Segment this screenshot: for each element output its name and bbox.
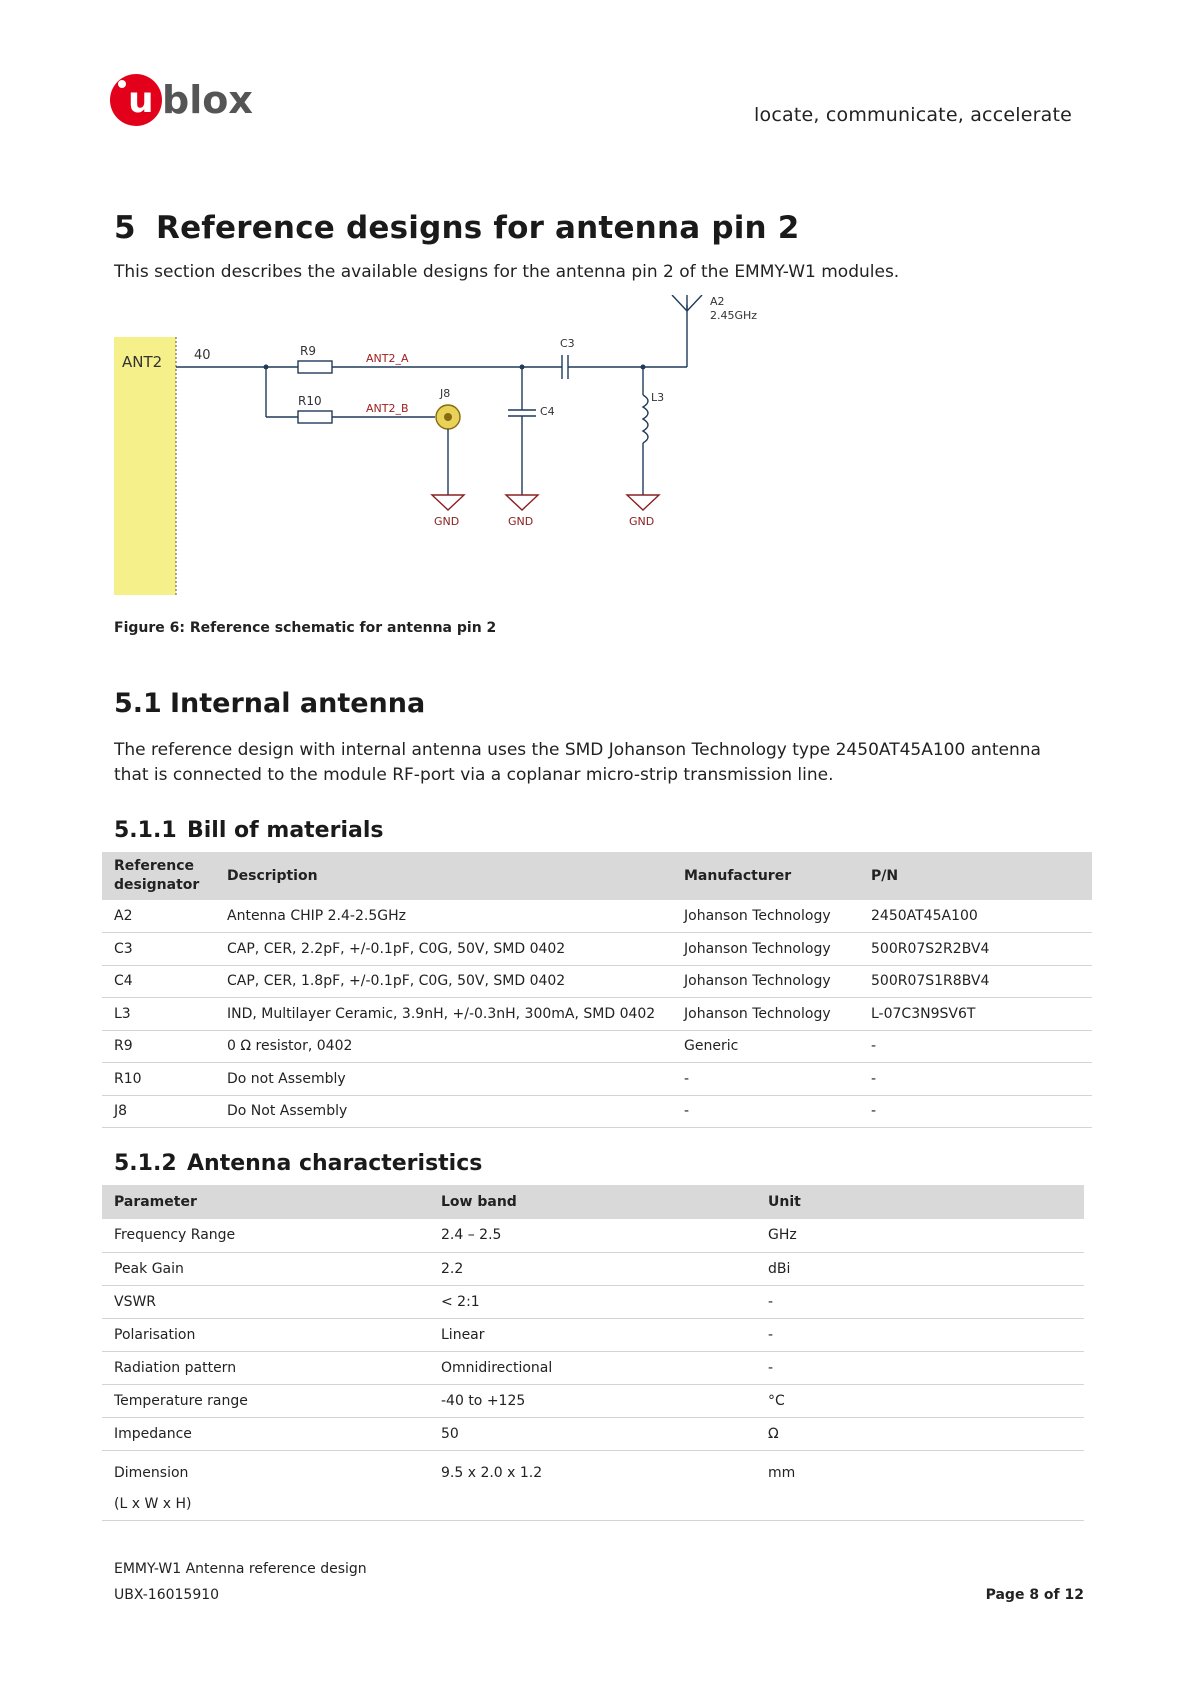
table-cell: -40 to +125	[429, 1384, 756, 1417]
pin-number: 40	[194, 348, 211, 363]
table-cell: GHz	[756, 1219, 1084, 1252]
j8-label: J8	[440, 387, 451, 400]
table-header-row	[102, 852, 1092, 900]
table-cell: 9.5 x 2.0 x 1.2	[429, 1450, 756, 1520]
antenna-char-title: 5.1.2 Antenna characteristics	[114, 1151, 483, 1176]
table-row	[102, 1030, 1092, 1063]
table-cell: R10	[102, 1063, 215, 1096]
reference-schematic	[110, 295, 790, 605]
footer-page-number: Page 8 of 12	[985, 1587, 1084, 1603]
table-header: Parameter	[102, 1185, 429, 1219]
table-row	[102, 1252, 1084, 1285]
table-cell: Do not Assembly	[215, 1063, 672, 1096]
table-row	[102, 965, 1092, 998]
table-row	[102, 1219, 1084, 1252]
table-cell: 50	[429, 1417, 756, 1450]
subsection-text: The reference design with internal antenna uses the SMD Johanson Technology type 2450AT45A100 antenna that is connected to the module RF-port via a coplanar micro-strip transmission line.	[114, 740, 1041, 785]
table-cell: -	[859, 1063, 1092, 1096]
antenna-char-table	[102, 1185, 1084, 1521]
footer-doc-number: UBX-16015910	[114, 1587, 220, 1603]
table-cell: -	[756, 1351, 1084, 1384]
table-cell: C3	[102, 933, 215, 966]
table-header: Low band	[429, 1185, 756, 1219]
table-cell: < 2:1	[429, 1285, 756, 1318]
table-row	[102, 1417, 1084, 1450]
c4-label: C4	[540, 405, 555, 418]
figure-caption: Figure 6: Reference schematic for antenna pin 2	[114, 620, 497, 636]
bom-table	[102, 852, 1092, 1128]
table-row	[102, 900, 1092, 933]
table-cell: Dimension (L x W x H)	[102, 1450, 429, 1520]
table-cell: Peak Gain	[102, 1252, 429, 1285]
net-a-label: ANT2_A	[366, 352, 409, 365]
table-header: Manufacturer	[672, 852, 859, 900]
table-cell: Frequency Range	[102, 1219, 429, 1252]
table-cell: 2.4 – 2.5	[429, 1219, 756, 1252]
table-cell: Radiation pattern	[102, 1351, 429, 1384]
bom-title: 5.1.1 Bill of materials	[114, 818, 384, 843]
footer-doc-title: EMMY-W1 Antenna reference design	[114, 1561, 367, 1577]
gnd-label-1: GND	[434, 515, 460, 528]
table-header-row	[102, 1185, 1084, 1219]
gnd-label-2: GND	[508, 515, 534, 528]
table-cell: VSWR	[102, 1285, 429, 1318]
table-cell: J8	[102, 1095, 215, 1128]
table-cell: mm	[756, 1450, 1084, 1520]
r10-label: R10	[298, 394, 322, 408]
table-cell: 0 Ω resistor, 0402	[215, 1030, 672, 1063]
table-cell: Johanson Technology	[672, 965, 859, 998]
table-cell: CAP, CER, 2.2pF, +/-0.1pF, C0G, 50V, SMD 0402	[215, 933, 672, 966]
table-cell: 2450AT45A100	[859, 900, 1092, 933]
table-row	[102, 1384, 1084, 1417]
table-cell: -	[859, 1030, 1092, 1063]
logo-u: u	[128, 80, 154, 121]
table-cell: C4	[102, 965, 215, 998]
table-cell: Johanson Technology	[672, 900, 859, 933]
ublox-logo	[108, 70, 268, 130]
table-row	[102, 1318, 1084, 1351]
table-cell: L-07C3N9SV6T	[859, 998, 1092, 1031]
logo-blox: blox	[162, 78, 253, 122]
table-header: Unit	[756, 1185, 1084, 1219]
tagline: locate, communicate, accelerate	[754, 104, 1072, 126]
table-cell: dBi	[756, 1252, 1084, 1285]
table-cell: Do Not Assembly	[215, 1095, 672, 1128]
table-row	[102, 933, 1092, 966]
table-cell: A2	[102, 900, 215, 933]
section-title: 5 Reference designs for antenna pin 2	[114, 210, 800, 246]
table-row	[102, 1351, 1084, 1384]
table-cell: Johanson Technology	[672, 998, 859, 1031]
table-cell: Omnidirectional	[429, 1351, 756, 1384]
table-cell: Polarisation	[102, 1318, 429, 1351]
c3-label: C3	[560, 337, 575, 350]
table-row	[102, 1095, 1092, 1128]
subsection-title: 5.1 Internal antenna	[114, 688, 426, 719]
table-cell: °C	[756, 1384, 1084, 1417]
table-cell: -	[859, 1095, 1092, 1128]
section-intro: This section describes the available designs for the antenna pin 2 of the EMMY-W1 modules.	[114, 262, 900, 282]
table-cell: Generic	[672, 1030, 859, 1063]
table-cell: L3	[102, 998, 215, 1031]
table-cell: IND, Multilayer Ceramic, 3.9nH, +/-0.3nH, 300mA, SMD 0402	[215, 998, 672, 1031]
table-row	[102, 998, 1092, 1031]
r9-label: R9	[300, 344, 316, 358]
l3-label: L3	[651, 391, 665, 404]
table-row	[102, 1285, 1084, 1318]
table-cell: 2.2	[429, 1252, 756, 1285]
gnd-label-3: GND	[629, 515, 655, 528]
table-header: Description	[215, 852, 672, 900]
table-cell: -	[756, 1318, 1084, 1351]
table-cell: Linear	[429, 1318, 756, 1351]
table-cell: Antenna CHIP 2.4-2.5GHz	[215, 900, 672, 933]
table-cell: Temperature range	[102, 1384, 429, 1417]
table-cell: Ω	[756, 1417, 1084, 1450]
table-cell: 500R07S2R2BV4	[859, 933, 1092, 966]
antenna-ref: A2	[710, 295, 725, 308]
module-label: ANT2	[122, 353, 163, 371]
antenna-freq: 2.45GHz	[710, 309, 758, 322]
table-row	[102, 1450, 1084, 1520]
table-header: Reference designator	[102, 852, 215, 900]
table-cell: R9	[102, 1030, 215, 1063]
table-cell: -	[756, 1285, 1084, 1318]
net-b-label: ANT2_B	[366, 402, 409, 415]
table-cell: -	[672, 1063, 859, 1096]
table-cell: Impedance	[102, 1417, 429, 1450]
table-cell: Johanson Technology	[672, 933, 859, 966]
table-row	[102, 1063, 1092, 1096]
table-header: P/N	[859, 852, 1092, 900]
table-cell: CAP, CER, 1.8pF, +/-0.1pF, C0G, 50V, SMD 0402	[215, 965, 672, 998]
table-cell: 500R07S1R8BV4	[859, 965, 1092, 998]
table-cell: -	[672, 1095, 859, 1128]
module-block	[114, 337, 176, 595]
